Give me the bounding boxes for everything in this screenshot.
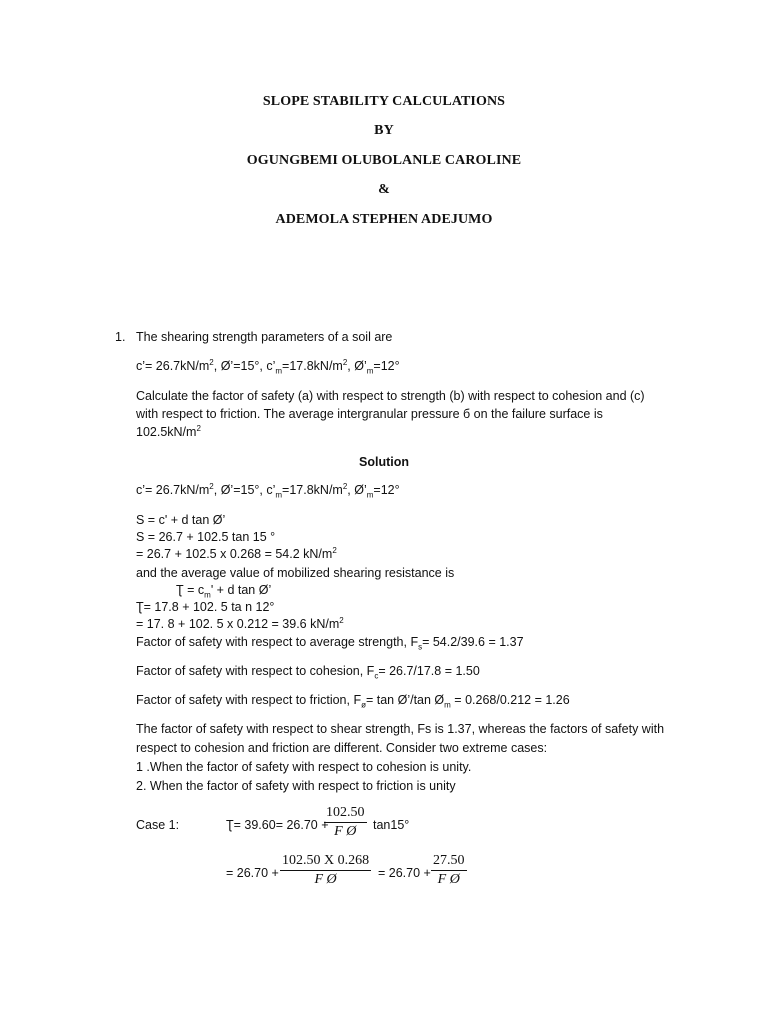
fraction-denominator: F Ø: [314, 872, 337, 887]
solution-line-4: and the average value of mobilized shearing resistance is: [136, 566, 455, 580]
discussion-line-1: The factor of safety with respect to shear strength, Fs is 1.37, whereas the factors of safety with: [136, 722, 665, 736]
ampersand: &: [378, 182, 390, 197]
solution-line-3: = 26.7 + 102.5 x 0.268 = 54.2 $kN/m^2$: [136, 545, 337, 561]
case-1-fraction-2: [280, 852, 371, 889]
discussion-line-2: respect to cohesion and friction are different. Consider two extreme cases:: [136, 741, 548, 755]
case-1-label: Case 1:: [136, 818, 180, 832]
fraction-numerator: 102.50: [324, 804, 367, 823]
fs-strength: Factor of safety with respect to average strength, $F_s= 54.2/39.6 = 1.37$: [136, 635, 524, 652]
problem-number: 1.: [115, 330, 126, 344]
discussion-line-3: 1 .When the factor of safety with respect to cohesion is unity.: [136, 760, 472, 774]
fs-cohesion: Factor of safety with respect to cohesion, $F_c= 26.7/17.8 = 1.50$: [136, 664, 480, 681]
question-line-3: $102.5kN/m^2$: [136, 423, 201, 439]
solution-line-5: Ʈ = $c_m' + d$ tan Ø’: [176, 583, 272, 600]
case-1-fraction-3: [431, 852, 467, 889]
fraction-denominator: F Ø: [437, 872, 460, 887]
author-1: OGUNGBEMI OLUBOLANLE CAROLINE: [246, 153, 522, 168]
solution-line-2: S = 26.7 + 102.5 tan 15 °: [136, 530, 276, 544]
solution-line-1: S = c' + d tan Ø’: [136, 513, 226, 527]
solution-heading: Solution: [359, 455, 409, 469]
given-parameters: c’= $26.7kN/m^2$, Ø’=15°, $c’_m=17.8kN/m^2$, $Ø’_m=12^\circ$: [136, 357, 400, 376]
question-line-2: with respect to friction. The average intergranular pressure б on the failure surface is: [136, 407, 603, 421]
case-1-fraction-1: [324, 804, 367, 841]
problem-intro: The shearing strength parameters of a soil are: [136, 330, 393, 344]
document-title: SLOPE STABILITY CALCULATIONS: [262, 94, 506, 109]
solution-line-6: Ʈ= 17.8 + 102. 5 ta n 12°: [136, 600, 275, 614]
solution-line-7: = 17. 8 + 102. 5 x 0.212 = 39.6 $kN/m^2$: [136, 615, 344, 631]
given-parameters-repeat: c’= $26.7kN/m^2$, Ø’=15°, $c’_m=17.8kN/m^2$, $Ø’_m=12^\circ$: [136, 481, 400, 500]
author-2: ADEMOLA STEPHEN ADEJUMO: [275, 212, 493, 227]
discussion-line-4: 2. When the factor of safety with respect to friction is unity: [136, 779, 456, 793]
fs-friction: Factor of safety with respect to friction, $F_ø= \tan$ Ø’/tan $Ø_m = 0.268/0.212 = 1.26$: [136, 693, 570, 710]
case-1-equation-2: = 26.70 +: [226, 866, 279, 880]
case-1-equation-3: = 26.70 +: [378, 866, 431, 880]
fraction-denominator: F Ø: [334, 824, 357, 839]
question-line-1: Calculate the factor of safety (a) with respect to strength (b) with respect to cohesion and (c): [136, 389, 645, 403]
case-1-equation-tail: tan15°: [373, 818, 410, 832]
case-1-equation: Ʈ= 39.60= 26.70 +: [226, 818, 329, 832]
fraction-numerator: 27.50: [431, 852, 467, 871]
fraction-numerator: 102.50 X 0.268: [280, 852, 371, 871]
by-line: BY: [374, 123, 394, 138]
